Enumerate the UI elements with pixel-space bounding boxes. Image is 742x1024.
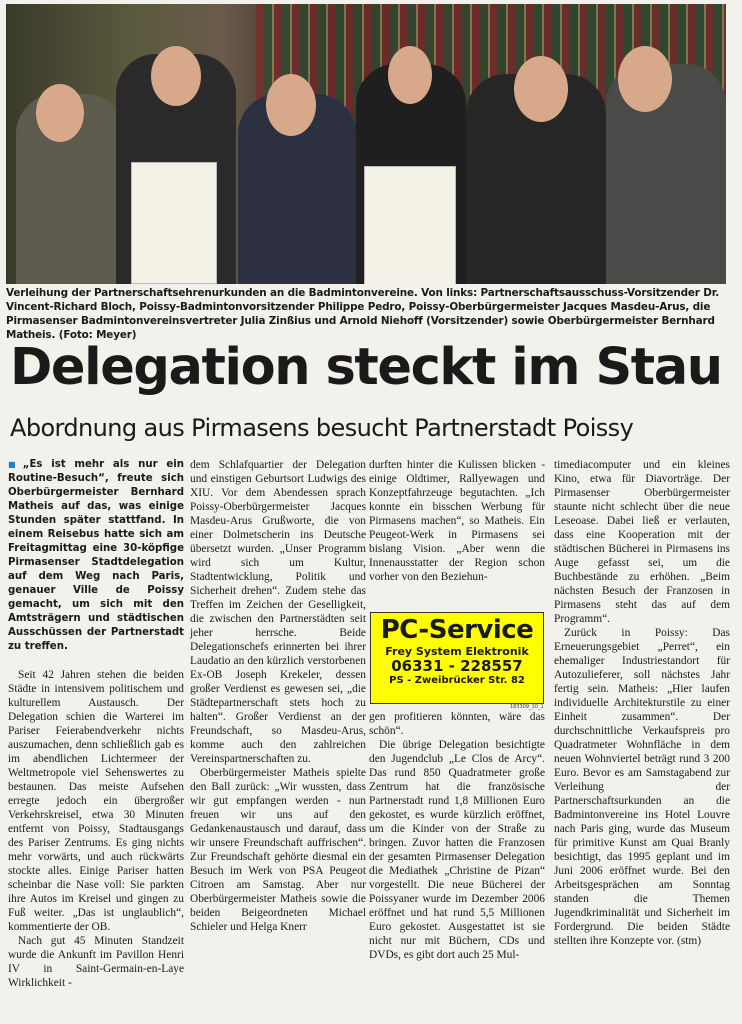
bullet-marker-icon: ■ [8,460,21,469]
article-column-2 [190,458,366,934]
paragraph: timediacomputer und ein kleines Kino, etwa für Diavorträge. Der Pirmasenser Oberbürgermeister staunte nicht schlecht über die neue Leseoase. Dabei ließ er verlauten, dass eine Kooperation mit der städtischen Bücherei in Pirmasens ins Auge gefasst sei, um die Buchbestände zu erhöhen. „Beim nächsten Besuch der Franzosen in Pirmasens steht das auf dem Programm“. [554,459,730,625]
paragraph: Nach gut 45 Minuten Standzeit wurde die Ankunft im Pavillon Henri IV in Saint-Germain-en-Laye Wirklichkeit - [8,935,184,989]
ad-address: PS - Zweibrücker Str. 82 [389,675,525,686]
paragraph: durften hinter die Kulissen blicken - einige Oldtimer, Rallyewagen und Konzeptfahrzeuge begutachten. „Ich konnte ein bisschen Werbung für Pirmasens machen“, so Matheis. Ein Peugeot-Werk in Pirmasens sei bislang Vision. „Aber wenn die Innenausstatter der Region schon vorher von den Beziehun- [369,459,545,583]
photo-certificate-2 [364,166,456,284]
photo-head-6 [618,46,672,112]
paragraph: gen profitieren könnten, wäre das schön“. [369,711,545,737]
ad-title: PC-Service [380,615,534,645]
ad-phone: 06331 - 228557 [391,657,523,675]
lead-text: „Es ist mehr als nur ein Routine-Besuch“, freute sich Oberbürgermeister Bernhard Matheis auf das, was einige Stunden später stattfand. In einem Reisebus hatte sich am Freitagmittag eine 30-köpfige Pirmasenser Stadtdelegation auf dem Weg nach Paris, genauer Ville de Poissy gemacht, um sich mit den Amtsträgern und städtischen Ausschüssen der Partnerstadt zu treffen. [8,459,184,652]
article-column-3 [369,458,545,584]
article-headline: Delegation steckt im Stau [10,338,722,397]
article-lead [8,458,184,654]
photo-head-4 [388,46,432,104]
paragraph: dem Schlafquartier der Delegation und einstigen Geburtsort Ludwigs des XIU. Vor dem Abendessen sprach Poissy-Oberbürgermeister Jacques Masdeu-Arus Grußworte, die von einer Dolmetscherin ins Deutsche übersetzt wurden. „Unser Programm wird sich um Kultur, Stadtentwicklung, Politik und Sicherheit drehen“. Zudem stehe das Treffen im Zeichen der Geselligkeit, die zwischen den Partnerstädten seit jeher herrsche. Beide Delegationschefs erinnerten bei ihrer Laudatio an den kürzlich verstorbenen Ex-OB Joseph Krekeler, dessen großer Verdienst es gewesen sei, „die Städtepartnerschaft stets hoch zu halten“. Großer Verdienst an der Freundschaft, so Masdeu-Arus, komme auch den zahlreichen Vereinspartnerschaften zu. [190,459,366,765]
paragraph: Oberbürgermeister Matheis spielte den Ball zurück: „Wir wussten, dass wir gut empfangen werden - nun freuen wir uns auf den Gedankenaustausch und darauf, dass wir unsere Freundschaft auffrischen“. Zur Freundschaft gehörte diesmal ein Besuch im Werk von PSA Peugeot Citroen am Samstag. Aber nur Oberbürgermeister Matheis sowie die beiden Beigeordneten Michael Schieler und Helga Knerr [190,767,366,933]
photo-caption: Verleihung der Partnerschaftsehrenurkunden an die Badmintonvereine. Von links: Partnerschaftsausschuss-Vorsitzender Dr. Vincent-Richard Bloch, Poissy-Badmintonvorsitzender Philippe Pedro, Poissy-Oberbürgermeister Jacques Masdeu-Arus, die Pirmasenser Badmintonvereinsvertreter Julia Zinßius und Arnold Niehoff (Vorsitzender) sowie Oberbürgermeister Bernhard Matheis. (Foto: Meyer) [6,287,720,341]
article-subheadline: Abordnung aus Pirmasens besucht Partnerstadt Poissy [10,414,634,442]
photo-head-2 [151,46,201,106]
paragraph: Seit 42 Jahren stehen die beiden Städte in intensivem politischem und kulturellem Austausch. Der Delegation schien die Warterei im Pariser Feierabendverkehr nichts auszumachen, denn schließlich gab es im abendlichen Lichtermeer der Weltmetropole viel Sehenswertes zu bestaunen. Das meiste Aufsehen erregte jedoch ein übergroßer Verkehrskreisel, etwa 30 Minuten entfernt von Poissy, Stadtausgangs des Pariser Zentrums. Es ging nichts mehr vorwärts, und auch rückwärts stockte alles. Einige Pariser hatten scheinbar die Nase voll: Sie parkten ihre Autos im Kreisel und gingen zu Fuß weiter. „Das ist unglaublich“, kommentierte der OB. [8,669,184,933]
article-photo [6,4,726,284]
ad-code: 183309_10_1 [510,704,544,710]
article-column-3b [369,710,545,962]
article-column-4 [554,458,730,948]
paragraph: Die übrige Delegation besichtigte den Jugendclub „Le Clos de Arcy“. Das rund 850 Quadratmeter große Zentrum hat die französische Partnerstadt rund 1,8 Millionen Euro gekostet, es wurde kürzlich eröffnet, um die Kinder von der Straße zu bringen. Zuvor hatten die Franzosen der gesamten Pirmasenser Delegation die Mediathek „Christine de Pizan“ vorgestellt. Die neue Bücherei der Poissyaner wurde im Dezember 2006 eröffnet und hat rund 5,5 Millionen Euro gekostet. Ausgestattet ist sie nicht nur mit Büchern, CDs und DVDs, es gibt dort auch 25 Mul- [369,739,545,961]
article-column-1 [8,458,184,990]
photo-head-1 [36,84,84,142]
paragraph: Zurück in Poissy: Das Erneuerungsgebiet „Perret“, ein ehemaliger Industriestandort für Autozulieferer, soll nächstes Jahr fertig sein. Matheis: „Hier laufen individuelle Architekturstile zu einer Einheit zusammen“. Der durchschnittliche Verkaufspreis pro Quadratmeter Wohnfläche in dem neuen Wohnviertel beträgt rund 3 200 Euro. Bevor es am Samstagabend zur Verleihung der Partnerschaftsurkunden an die Badmintonvereine ins Hotel Louvre nach Paris ging, wurde das Museum für primitive Kunst am Quai Branly besichtigt, das 1995 geplant und im Juni 2006 eröffnet wurde. Bei den Arbeitsgesprächen am Sonntag standen die Themen Jugendkriminalität und Sicherheit im Fordergrund. Die beiden Städte stellten ihre Konzepte vor. (stm) [554,627,730,947]
ad-subtitle: Frey System Elektronik [385,645,529,658]
photo-head-3 [266,74,316,136]
photo-head-5 [514,56,568,122]
photo-certificate-1 [131,162,217,284]
pc-service-ad[interactable] [370,612,544,704]
